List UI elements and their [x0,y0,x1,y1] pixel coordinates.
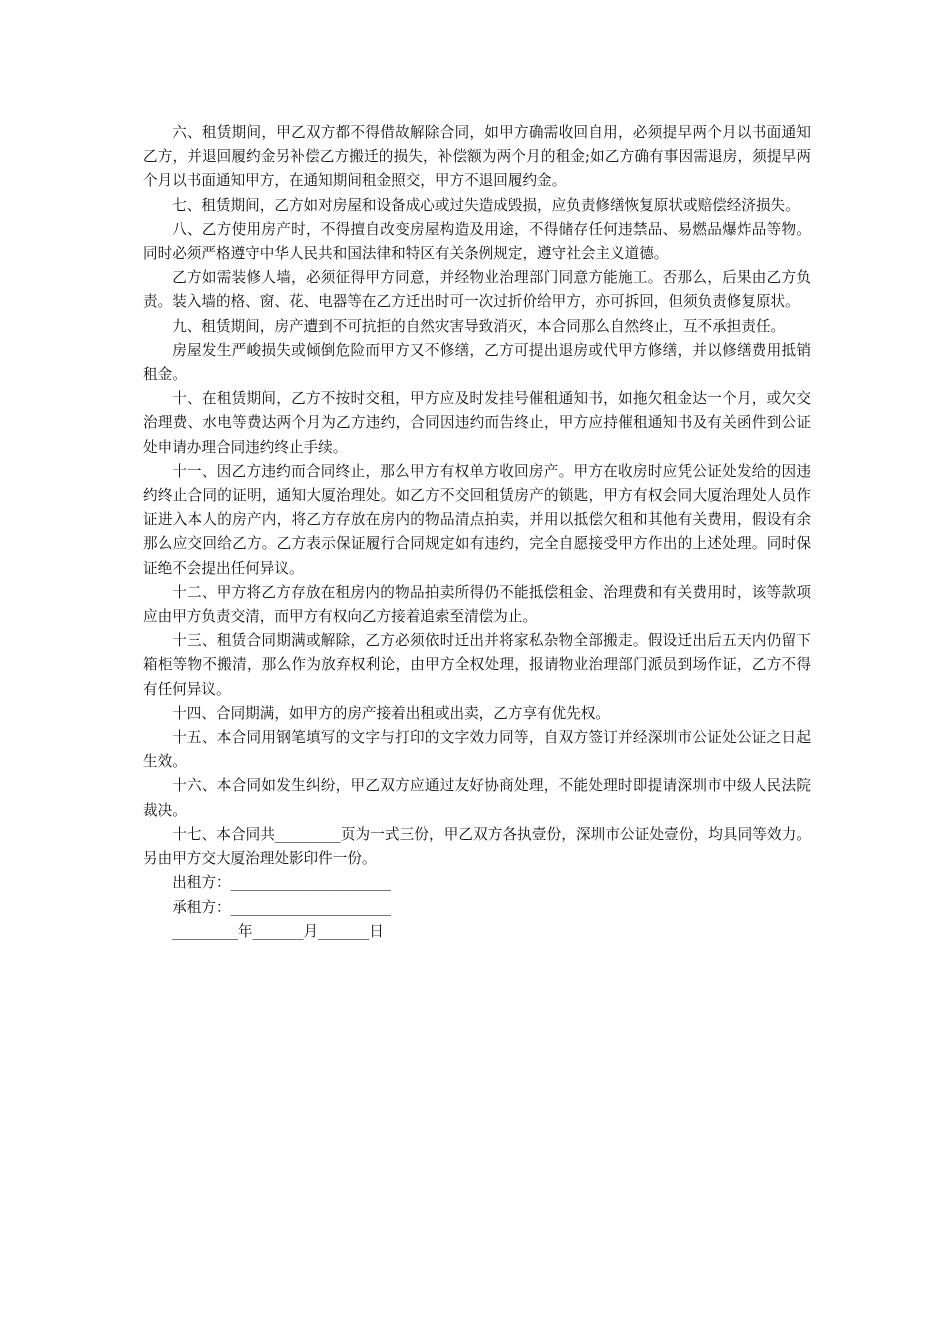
contract-body [143,121,811,944]
clause-9: 九、租赁期间，房产遭到不可抗拒的自然灾害导致消灭，本合同那么自然终止，互不承担责任。 [172,317,786,335]
clause-11: 十一、因乙方违约而合同终止，那么甲方有权单方收回房产。甲方在收房时应凭公证处发给的因违约终止合同的证明，通知大厦治理处。如乙方不交回租赁房产的锁匙，甲方有权会同大厦治理处人员作证进入本人的房产内，将乙方存放在房内的物品清点拍卖，并用以抵偿欠租和其他有关费用，假设有余那么应交回给乙方。乙方表示保证履行合同规定如有违约，完全自愿接受甲方作出的上述处理。同时保证绝不会提出任何异议。 [143,462,811,577]
clause-15: 十五、本合同用钢笔填写的文字与打印的文字效力同等，自双方签订并经深圳市公证处公证之日起生效。 [143,729,811,771]
clause-8-renovation: 乙方如需装修人墙，必须征得甲方同意，并经物业治理部门同意方能施工。否那么，后果由乙方负责。装入墙的格、窗、花、电器等在乙方迁出时可一次过折价给甲方，亦可拆回，但须负责修复原状。 [143,269,811,311]
clause-12: 十二、甲方将乙方存放在租房内的物品拍卖所得仍不能抵偿租金、治理费和有关费用时，该等款项应由甲方负责交清，而甲方有权向乙方接着追索至清偿为止。 [143,583,811,626]
lessee-signature-line: 承租方：______________________ [172,898,392,916]
clause-16: 十六、本合同如发生纠纷，甲乙双方应通过友好协商处理，不能处理时即提请深圳市中级人民法院裁决。 [143,777,811,819]
clause-9-damage: 房屋发生严峻损失或倾倒危险而甲方又不修缮，乙方可提出退房或代甲方修缮，并以修缮费用抵销租金。 [143,341,811,384]
lessor-signature-line: 出租方：______________________ [172,874,392,892]
clause-6: 六、租赁期间，甲乙双方都不得借故解除合同，如甲方确需收回自用，必须提早两个月以书面通知乙方，并退回履约金另补偿乙方搬迁的损失，补偿额为两个月的租金;如乙方确有事因需退房，须提早两个月以书面通知甲方，在通知期间租金照交，甲方不退回履约金。 [143,124,811,190]
clause-8: 八、乙方使用房产时，不得擅自改变房屋构造及用途，不得储存任何违禁品、易燃品爆炸品等物。同时必须严格遵守中华人民共和国法律和特区有关条例规定，遵守社会主义道德。 [143,220,811,263]
clause-14: 十四、合同期满，如甲方的房产接着出租或出卖，乙方享有优先权。 [172,704,611,722]
clause-17: 十七、本合同共_________页为一式三份，甲乙双方各执壹份，深圳市公证处壹份，均具同等效力。另由甲方交大厦治理处影印件一份。 [143,825,811,868]
clause-10: 十、在租赁期间，乙方不按时交租，甲方应及时发挂号催租通知书，如拖欠租金达一个月，或欠交治理费、水电等费达两个月为乙方违约，合同因违约而告终止，甲方应持催租通知书及有关函件到公证处申请办理合同违约终止手续。 [143,390,811,456]
clause-7: 七、租赁期间，乙方如对房屋和设备成心或过失造成毁损，应负责修缮恢复原状或赔偿经济损失。 [172,196,800,214]
clause-13: 十三、租赁合同期满或解除，乙方必须依时迁出并将家私杂物全部搬走。假设迁出后五天内仍留下箱柜等物不搬清，那么作为放弃权利论，由甲方全权处理，报请物业治理部门派员到场作证，乙方不得有任何异议。 [143,632,811,698]
date-line: _________年_______月_______日 [172,922,384,940]
